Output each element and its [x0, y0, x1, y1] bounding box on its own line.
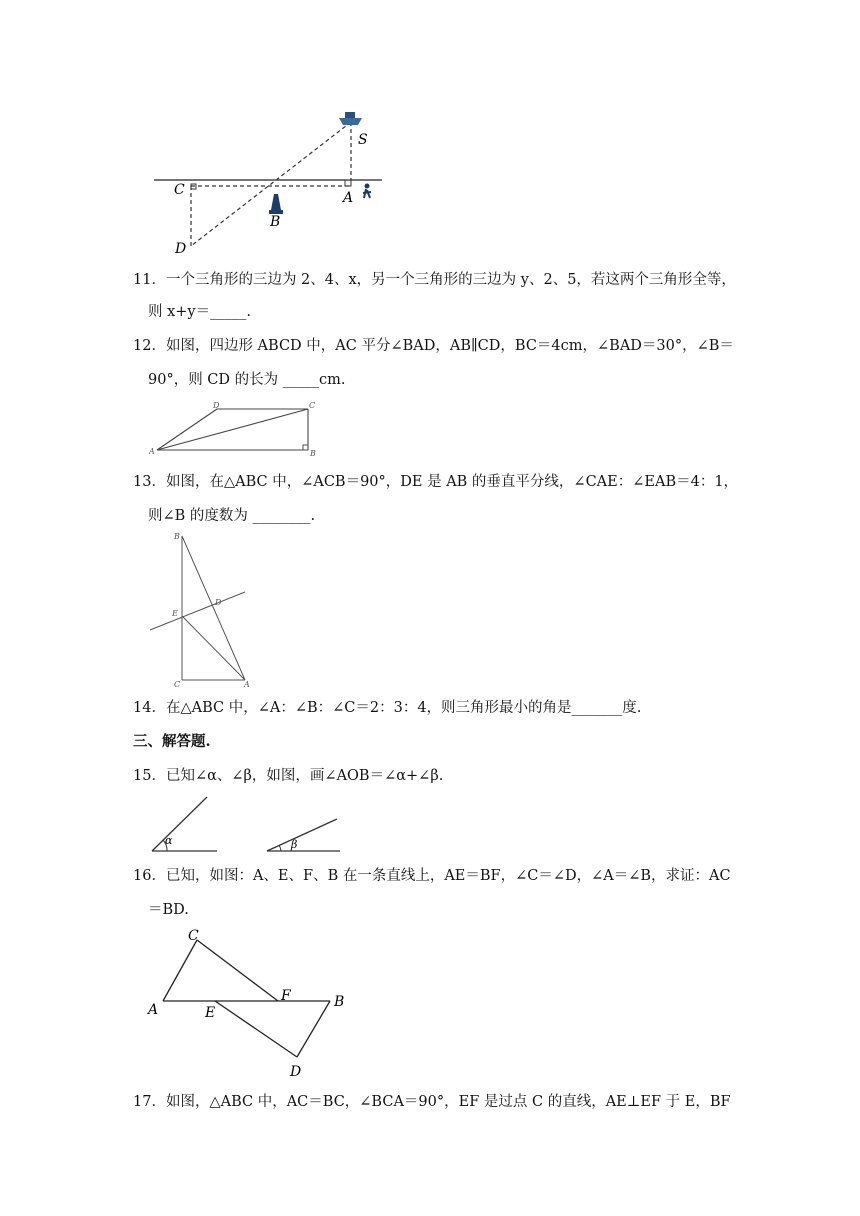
question-16-line-1: 16．已知，如图：A、E、F、B 在一条直线上，AE＝BF，∠C＝∠D，∠A＝∠B，求证：AC [133, 868, 731, 884]
question-12-line-1: 12．如图，四边形 ABCD 中，AC 平分∠BAD，AB∥CD，BC＝4cm，∠BAD＝30°，∠B＝ [133, 338, 734, 354]
q16-label-d: D [290, 1064, 302, 1080]
lighthouse-icon [269, 194, 283, 214]
q15-label-alpha: α [165, 834, 173, 847]
q13-label-b: B [174, 532, 180, 541]
q15-label-beta: β [291, 838, 298, 851]
q12-figure [145, 398, 325, 460]
q13-label-e: E [172, 609, 178, 618]
section-3-title: 三、解答题. [133, 733, 211, 750]
q12-label-d: D [213, 401, 220, 410]
person-icon [363, 184, 371, 199]
q11-figure [140, 108, 400, 256]
question-16-line-2: ＝BD. [148, 902, 189, 918]
q16-figure [140, 924, 360, 1082]
q12-label-c: C [309, 401, 316, 410]
question-11-line-2: 则 x+y＝_____. [148, 304, 251, 320]
q16-label-b: B [334, 994, 345, 1010]
q16-label-e: E [205, 1005, 216, 1021]
q11-label-a: A [343, 190, 354, 206]
q13-label-d: D [215, 598, 222, 607]
q13-label-c: C [174, 680, 181, 689]
question-13-line-1: 13．如图，在△ABC 中，∠ACB＝90°，DE 是 AB 的垂直平分线，∠CAE：∠EAB＝4：1， [133, 474, 739, 490]
ship-icon [339, 112, 362, 125]
q13-label-a: A [244, 680, 250, 689]
q11-label-d: D [175, 241, 187, 256]
q15-figure [145, 792, 345, 856]
q11-label-c: C [174, 182, 185, 198]
question-15-line-1: 15．已知∠α、∠β，如图，画∠AOB＝∠α+∠β. [133, 768, 444, 784]
question-17-line-1: 17．如图，△ABC 中，AC＝BC，∠BCA＝90°，EF 是过点 C 的直线，AE⊥EF 于 E，BF [133, 1094, 731, 1110]
q13-figure [145, 528, 255, 690]
q11-label-b: B [270, 214, 281, 230]
q12-label-a: A [149, 447, 155, 456]
question-12-line-2: 90°，则 CD 的长为 _____cm. [148, 372, 346, 388]
q16-label-c: C [188, 928, 199, 944]
question-14-line-1: 14．在△ABC 中，∠A：∠B：∠C＝2：3：4，则三角形最小的角是_______度. [133, 700, 642, 716]
question-13-line-2: 则∠B 的度数为 ________. [148, 508, 316, 524]
q11-label-s: S [358, 132, 368, 148]
q16-label-a: A [148, 1002, 159, 1018]
q16-label-f: F [281, 988, 291, 1004]
question-11-line-1: 11．一个三角形的三边为 2、4、x，另一个三角形的三边为 y、2、5，若这两个三角形全等， [133, 272, 736, 288]
q12-label-b: B [310, 449, 316, 458]
